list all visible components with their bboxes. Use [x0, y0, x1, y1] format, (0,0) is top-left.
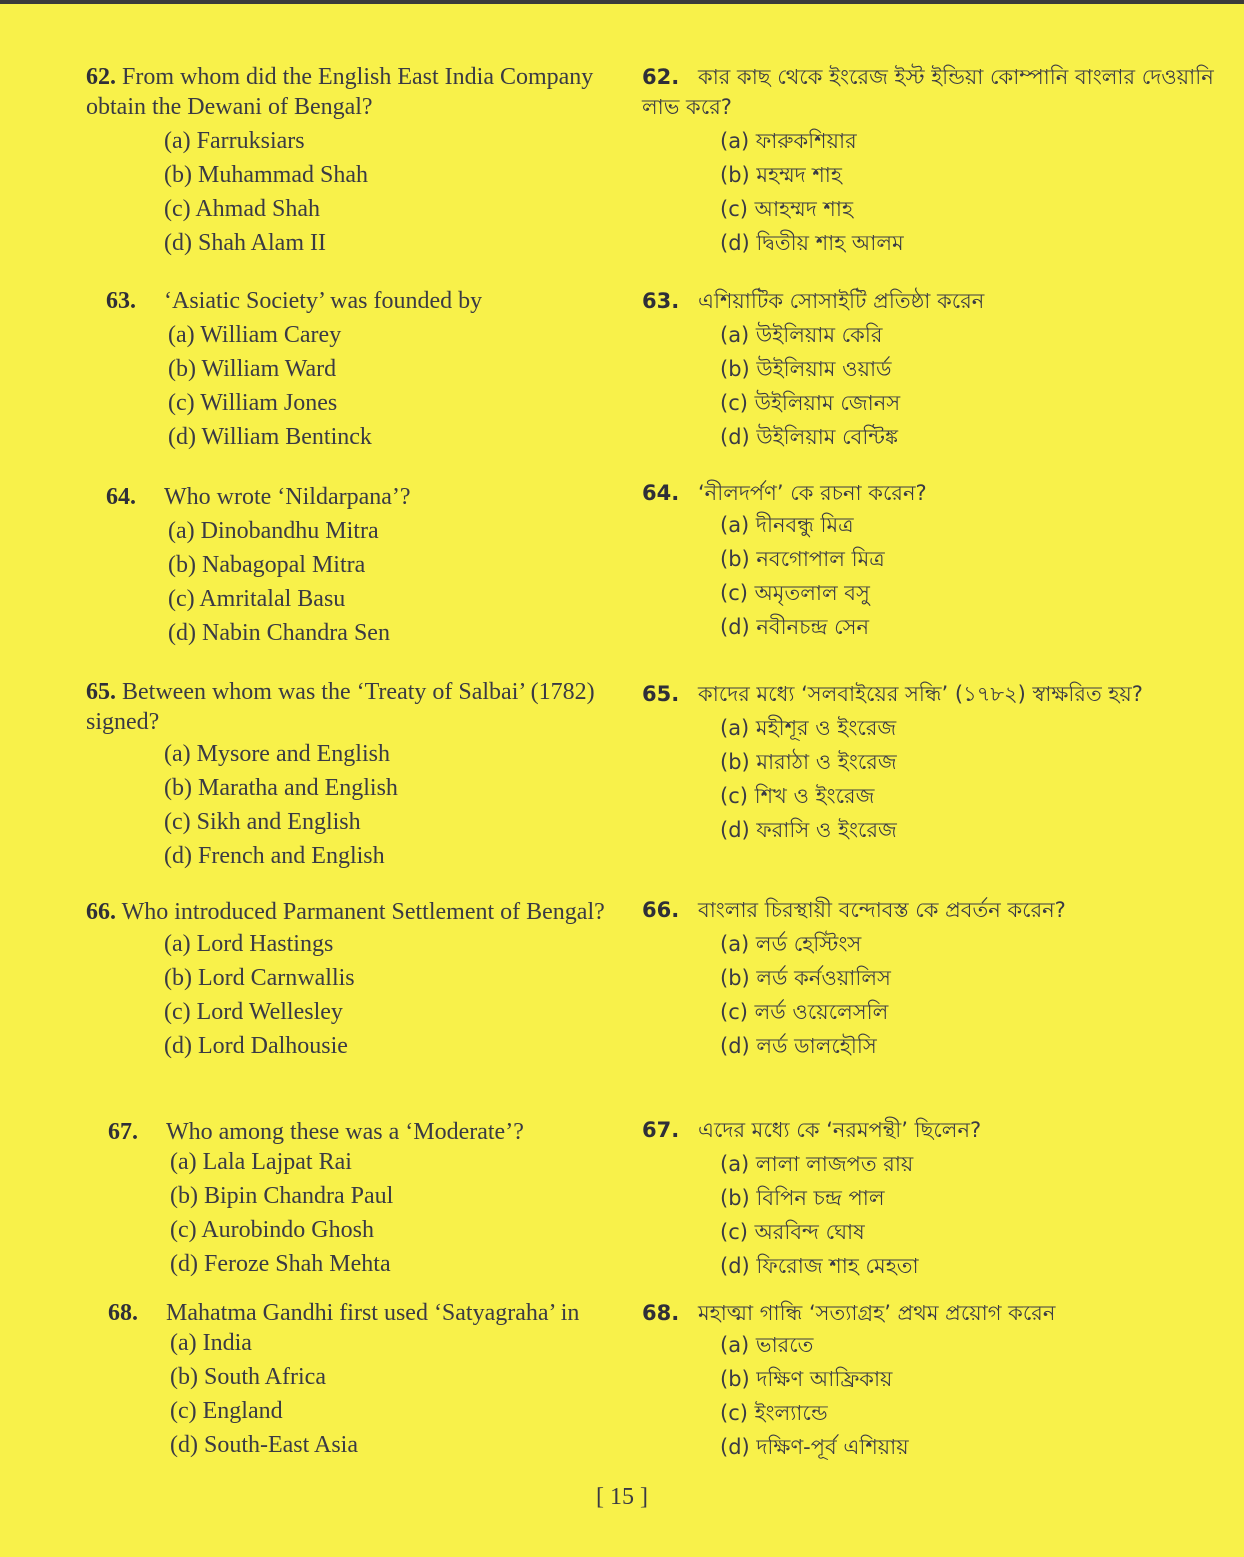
option-c: (c) শিখ ও ইংরেজ [720, 784, 875, 808]
option-d: (d) South-East Asia [170, 1432, 358, 1458]
option-c: (c) Amritalal Basu [168, 586, 346, 612]
question-number: 63. [642, 289, 680, 313]
question-number: 67. [642, 1118, 680, 1142]
question-66-en [86, 897, 606, 1063]
option-b: (b) দক্ষিণ আফ্রিকায় [720, 1367, 893, 1391]
option-c: (c) Ahmad Shah [164, 196, 320, 222]
question-text: Who wrote ‘Nildarpana’? [164, 484, 411, 510]
option-c: (c) England [170, 1398, 283, 1424]
question-number: 66. [86, 899, 116, 925]
question-text: এদের মধ্যে কে ‘নরমপন্থী’ ছিলেন? [698, 1118, 982, 1142]
option-b: (b) মারাঠা ও ইংরেজ [720, 750, 897, 774]
option-c: (c) অমৃতলাল বসু [720, 581, 870, 605]
option-d: (d) Nabin Chandra Sen [168, 620, 390, 646]
option-a: (a) ভারতে [720, 1333, 814, 1357]
question-text: ‘Asiatic Society’ was founded by [164, 288, 483, 314]
question-text: এশিয়াটিক সোসাইটি প্রতিষ্ঠা করেন [698, 289, 985, 313]
page-number: [ 15 ] [596, 1484, 648, 1510]
question-number: 66. [642, 898, 680, 922]
option-b: (b) নবগোপাল মিত্র [720, 547, 885, 571]
option-c: (c) William Jones [168, 390, 338, 416]
option-d: (d) ফিরোজ শাহ মেহতা [720, 1254, 919, 1278]
option-a: (a) India [170, 1330, 252, 1356]
option-b: (b) William Ward [168, 356, 337, 382]
question-number: 62. [642, 65, 680, 89]
question-64-bn [642, 478, 1242, 644]
option-b: (b) Maratha and English [164, 775, 398, 801]
option-b: (b) Nabagopal Mitra [168, 552, 366, 578]
question-number: 64. [106, 484, 136, 510]
option-c: (c) উইলিয়াম জোনস [720, 391, 901, 415]
option-a: (a) William Carey [168, 322, 342, 348]
option-d: (d) দক্ষিণ-পূর্ব এশিয়ায় [720, 1435, 909, 1459]
option-a: (a) Lala Lajpat Rai [170, 1149, 352, 1175]
question-63-en [90, 286, 610, 454]
question-text: Who introduced Parmanent Settlement of Bengal? [121, 899, 605, 925]
question-text: ‘নীলদর্পণ’ কে রচনা করেন? [698, 481, 927, 505]
question-number: 63. [106, 288, 136, 314]
question-text: Who among these was a ‘Moderate’? [166, 1119, 524, 1145]
option-c: (c) লর্ড ওয়েলেসলি [720, 1000, 889, 1024]
question-63-bn [642, 286, 1242, 454]
option-d: (d) Lord Dalhousie [164, 1033, 348, 1059]
question-text: কাদের মধ্যে ‘সলবাইয়ের সন্ধি’ (১৭৮২) স্বাক্ষরিত হয়? [698, 682, 1143, 706]
question-number: 67. [108, 1119, 138, 1145]
option-b: (b) Lord Carnwallis [164, 965, 355, 991]
option-d: (d) French and English [164, 843, 385, 869]
option-a: (a) Mysore and English [164, 741, 390, 767]
option-a: (a) Lord Hastings [164, 931, 334, 957]
option-d: (d) Feroze Shah Mehta [170, 1251, 391, 1277]
option-b: (b) উইলিয়াম ওয়ার্ড [720, 357, 892, 381]
option-d: (d) ফরাসি ও ইংরেজ [720, 818, 897, 842]
question-text: Between whom was the ‘Treaty of Salbai’ (1782) signed? [86, 679, 595, 735]
option-d: (d) লর্ড ডালহৌসি [720, 1034, 877, 1058]
option-b: (b) South Africa [170, 1364, 326, 1390]
option-b: (b) Muhammad Shah [164, 162, 368, 188]
question-65-en [86, 677, 606, 873]
option-a: (a) লালা লাজপত রায় [720, 1152, 914, 1176]
option-b: (b) মহম্মদ শাহ [720, 163, 842, 187]
question-text: From whom did the English East India Company obtain the Dewani of Bengal? [86, 64, 594, 120]
option-c: (c) Sikh and English [164, 809, 361, 835]
question-text: বাংলার চিরস্থায়ী বন্দোবস্ত কে প্রবর্তন করেন? [698, 898, 1066, 922]
option-d: (d) উইলিয়াম বেন্টিঙ্ক [720, 425, 898, 449]
option-d: (d) William Bentinck [168, 424, 372, 450]
option-d: (d) Shah Alam II [164, 230, 326, 256]
option-d: (d) দ্বিতীয় শাহ আলম [720, 231, 904, 255]
option-c: (c) Aurobindo Ghosh [170, 1217, 374, 1243]
option-b: (b) Bipin Chandra Paul [170, 1183, 394, 1209]
option-a: (a) Farruksiars [164, 128, 305, 154]
option-a: (a) দীনবন্ধু মিত্র [720, 513, 854, 537]
option-c: (c) Lord Wellesley [164, 999, 343, 1025]
option-a: (a) মহীশূর ও ইংরেজ [720, 716, 897, 740]
question-68-en [92, 1298, 612, 1462]
top-rule [0, 0, 1244, 4]
question-text: Mahatma Gandhi first used ‘Satyagraha’ in [166, 1300, 580, 1326]
option-a: (a) উইলিয়াম কেরি [720, 323, 883, 347]
option-b: (b) বিপিন চন্দ্র পাল [720, 1186, 885, 1210]
question-67-en [92, 1117, 612, 1281]
question-68-bn [642, 1298, 1242, 1464]
option-a: (a) Dinobandhu Mitra [168, 518, 379, 544]
option-a: (a) লর্ড হেস্টিংস [720, 932, 862, 956]
question-text: মহাত্মা গান্ধি ‘সত্যাগ্রহ’ প্রথম প্রয়োগ করেন [698, 1301, 1056, 1325]
question-number: 65. [642, 682, 680, 706]
option-b: (b) লর্ড কর্নওয়ালিস [720, 966, 891, 990]
question-number: 65. [86, 679, 116, 705]
question-text: কার কাছ থেকে ইংরেজ ইস্ট ইন্ডিয়া কোম্পানি বাংলার দেওয়ানি লাভ করে? [642, 65, 1214, 119]
question-number: 68. [108, 1300, 138, 1326]
question-62-bn [642, 62, 1242, 260]
option-c: (c) অরবিন্দ ঘোষ [720, 1220, 865, 1244]
question-number: 62. [86, 64, 116, 90]
question-number: 64. [642, 481, 680, 505]
option-a: (a) ফারুকশিয়ার [720, 129, 857, 153]
question-66-bn [642, 895, 1242, 1063]
question-65-bn [642, 679, 1242, 847]
question-62-en [86, 62, 606, 260]
option-c: (c) ইংল্যান্ডে [720, 1401, 828, 1425]
question-number: 68. [642, 1301, 680, 1325]
option-c: (c) আহম্মদ শাহ [720, 197, 853, 221]
option-d: (d) নবীনচন্দ্র সেন [720, 615, 870, 639]
question-67-bn [642, 1115, 1242, 1283]
question-64-en [90, 482, 610, 650]
